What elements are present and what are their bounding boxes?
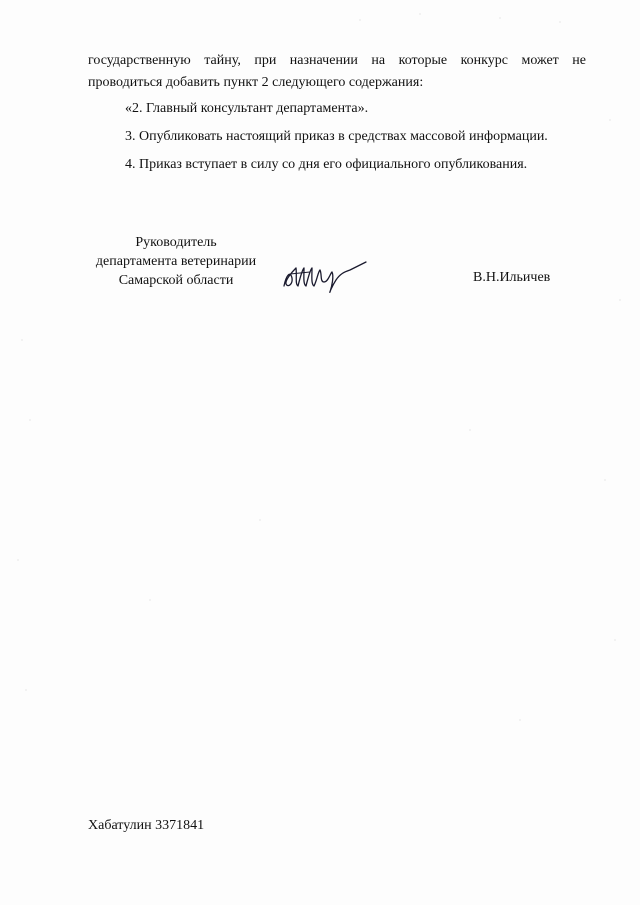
signatory-title-line: Руководитель bbox=[135, 235, 217, 250]
paragraph-line: государственную тайну, при назначении на которые конкурс может не bbox=[88, 53, 586, 68]
signatory-title-line: Самарской области bbox=[118, 273, 234, 288]
handwritten-signature bbox=[280, 256, 370, 296]
signatory-title-line: департамента ветеринарии bbox=[95, 254, 257, 269]
paragraph-continuation bbox=[88, 50, 586, 94]
signatory-title bbox=[86, 233, 266, 290]
executor-contact: Хабатулин 3371841 bbox=[88, 818, 205, 833]
quoted-item: «2. Главный консультант департамента». bbox=[125, 101, 369, 116]
item-3: 3. Опубликовать настоящий приказ в средствах массовой информации. bbox=[125, 129, 548, 144]
item-4: 4. Приказ вступает в силу со дня его официального опубликования. bbox=[125, 157, 528, 172]
paragraph-line: проводиться добавить пункт 2 следующего содержания: bbox=[88, 75, 424, 90]
signer-name: В.Н.Ильичев bbox=[473, 270, 551, 285]
